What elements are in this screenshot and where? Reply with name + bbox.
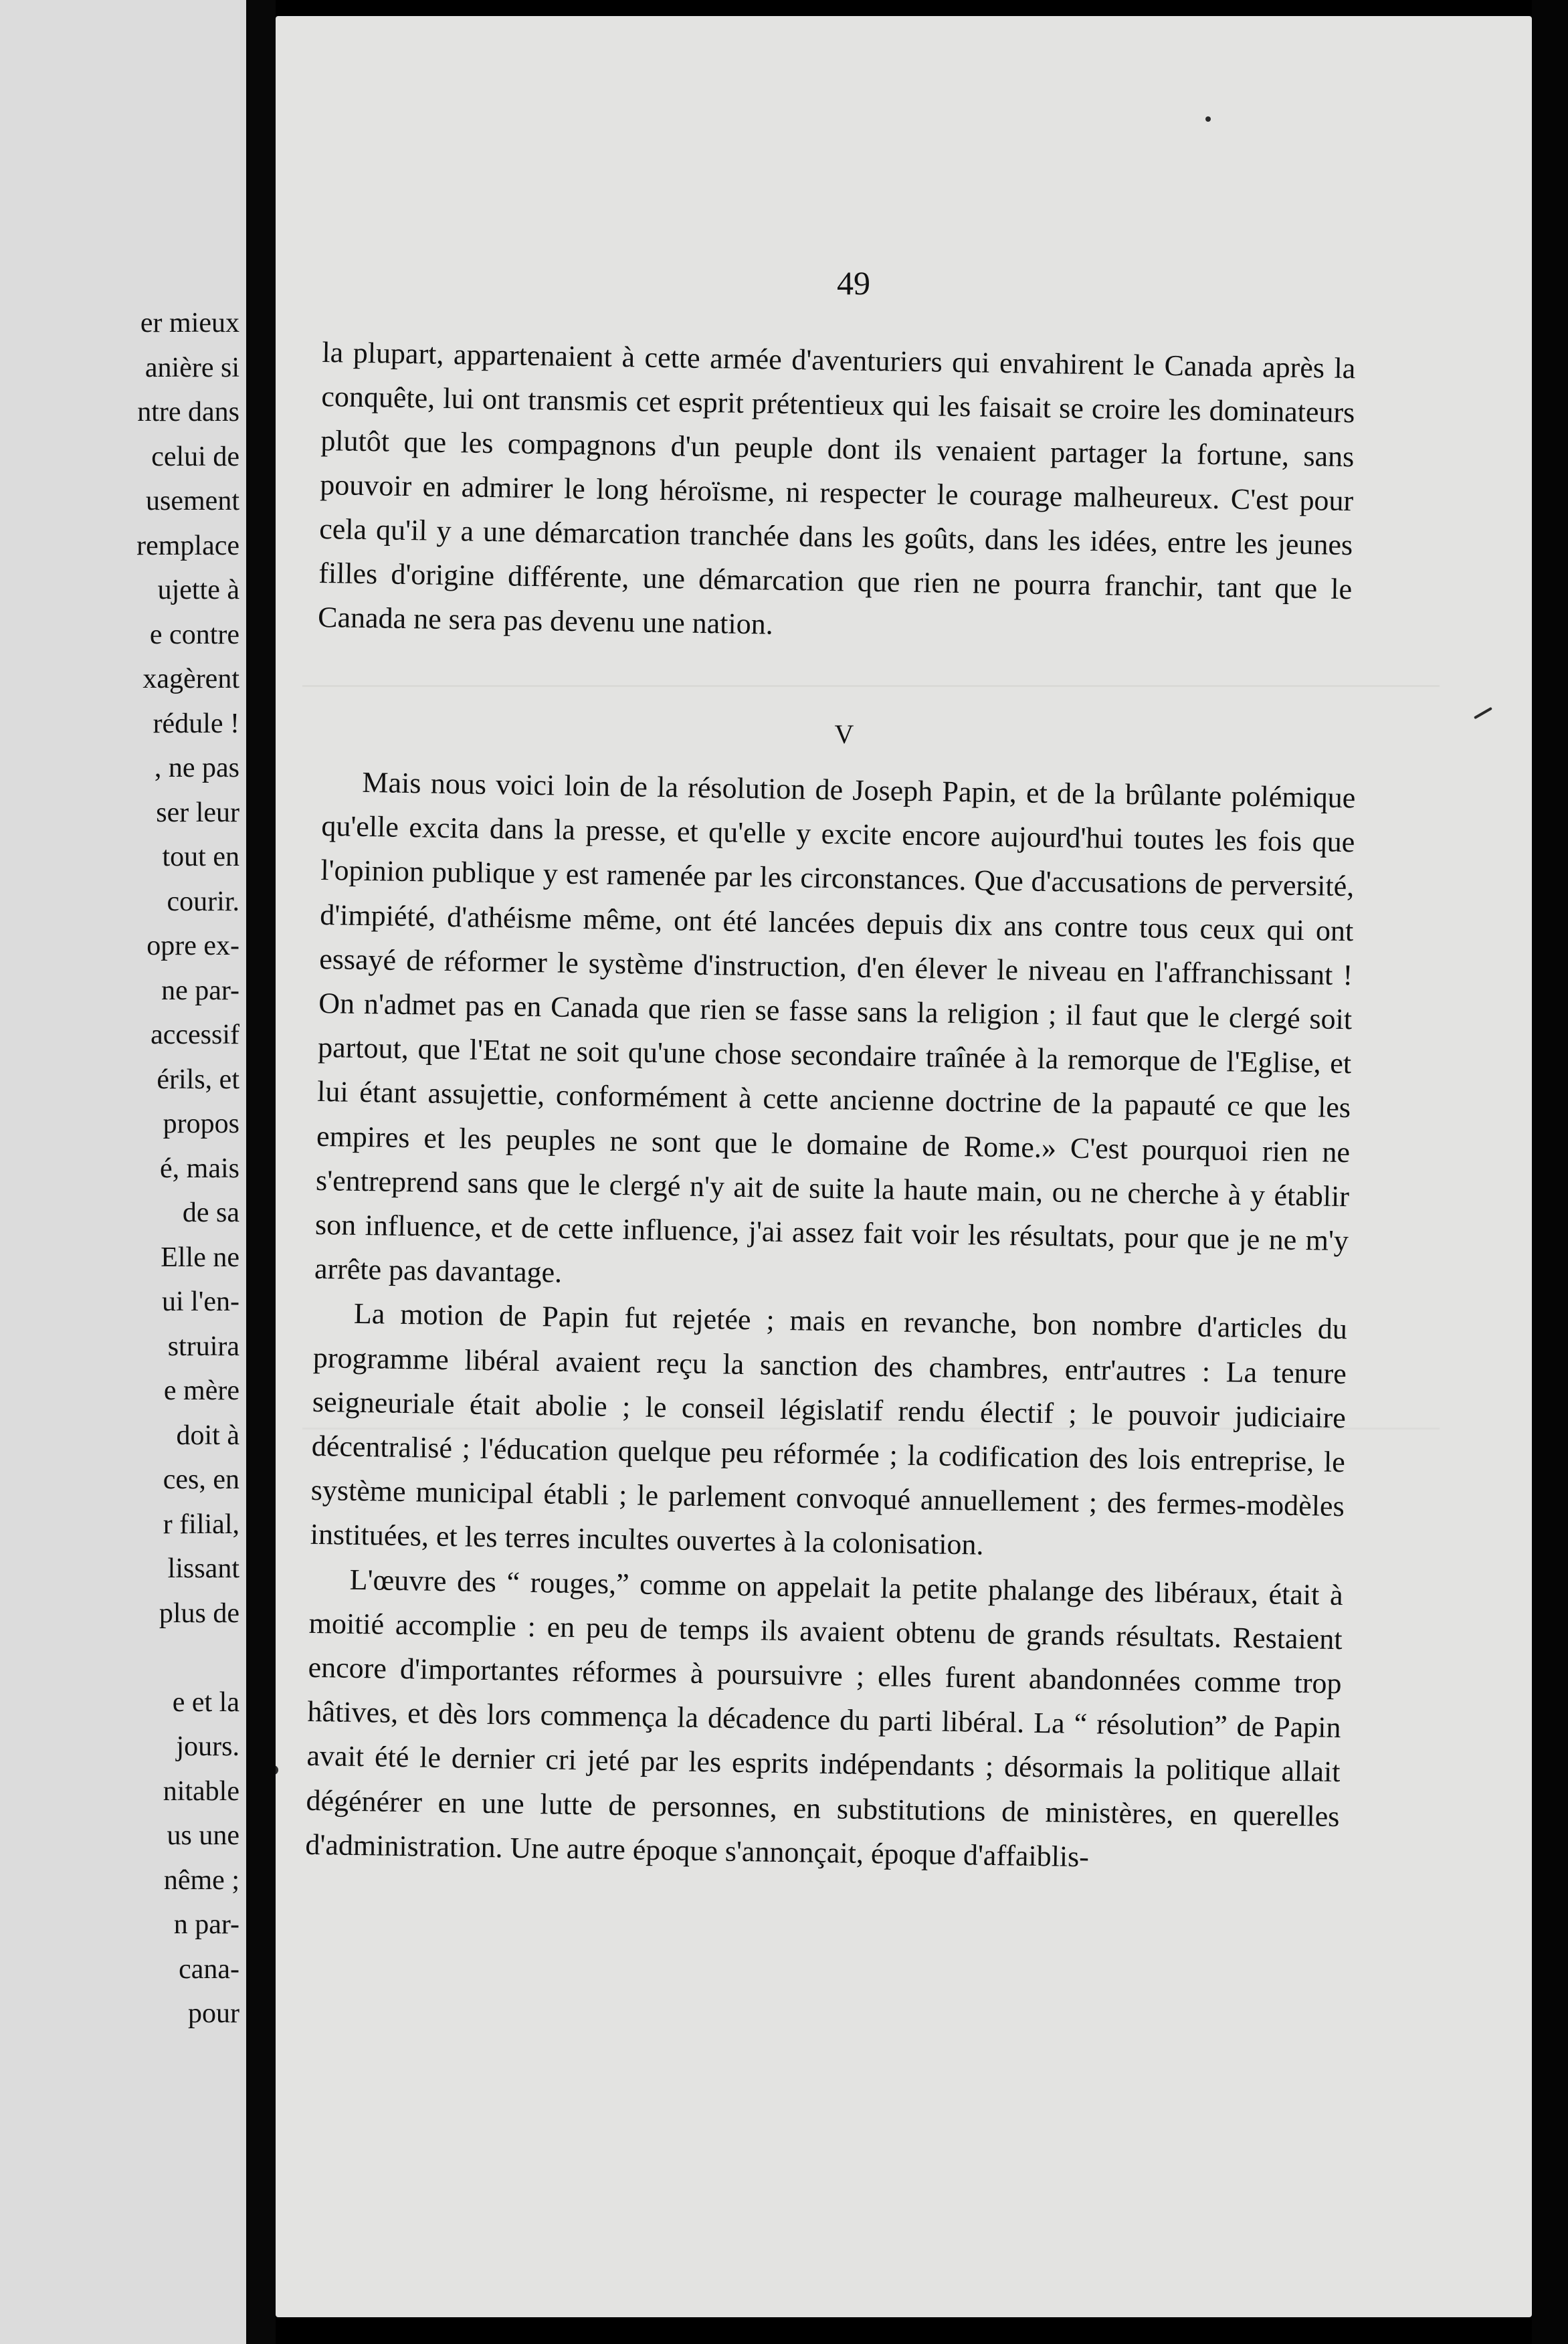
left-page-line: opre ex- (146, 931, 239, 961)
left-page-line: rédule ! (153, 708, 239, 739)
left-page-line: xagèrent (142, 664, 239, 694)
left-page-line: doit à (176, 1420, 239, 1451)
left-page-line: nitable (163, 1775, 239, 1807)
left-page-line: pour (188, 1998, 239, 2029)
left-page-fragment (0, 0, 246, 2344)
left-page-line (0, 1636, 239, 1680)
left-page-line: nême ; (163, 1864, 239, 1896)
page-edge-shadow (1532, 0, 1568, 2344)
left-page-line: ujette à (157, 575, 239, 605)
left-page-line: courir. (167, 886, 239, 917)
left-page-line: ne par- (161, 975, 239, 1006)
paragraph-motion-rejected: La motion de Papin fut rejetée ; mais en revanche, bon nombre d'articles du programme libéral avaient reçu la sanction des chambres, entr'autres : La tenure seigneuriale était abolie ; le conseil législatif rendu électif ; le pouvoir judiciaire décentralisé ; l'éducation quelque peu réformée ; la codification des lois entreprise, le système municipal établi ; le parlement convoqué annuellement ; des fermes-modèles instituées, et les terres incultes ouvertes à la colonisation. (310, 1297, 1348, 1562)
paragraph-papin-resolution: Mais nous voici loin de la résolution de Joseph Papin, et de la brûlante polémique qu'elle excita dans la presse, et qu'elle y excite encore aujourd'hui toutes les fois que l'opinion publique y est ramenée par les circonstances. Que d'accusations de perversité, d'impiété, d'athéisme même, ont été lancées depuis dix ans contre tous ceux qui ont essayé de réformer le système d'instruction, d'en élever le niveau en l'affranchissant ! On n'admet pas en Canada que rien se fasse sans la religion ; il faut que le clergé soit partout, que l'Etat ne soit qu'une chose secondaire traînée à la remorque de l'Eglise, et lui étant assujettie, conformément à cette ancienne doctrine de la papauté ce que les empires et les peuples ne sont que le domaine de Rome.» C'est pourquoi rien ne s'entreprend sans que le clergé n'y ait de suite la haute main, ou ne cherche à y établir son influence, et de cette influence, j'ai assez fait voir les résultats, pour que je ne m'y arrête pas davantage. (314, 765, 1356, 1289)
left-page-line: propos (163, 1108, 239, 1139)
left-page-line: n par- (173, 1909, 239, 1940)
left-page-line: Elle ne (161, 1242, 239, 1273)
scan-streak (302, 685, 1440, 687)
left-page-line: , ne pas (154, 753, 239, 783)
scan-mark (1474, 707, 1492, 719)
left-page-line: anière si (144, 352, 239, 383)
left-page-line: ntre dans (137, 397, 239, 427)
left-page-line: ces, en (163, 1464, 239, 1495)
margin-dot (276, 1765, 278, 1775)
paragraph-rouges: L'œuvre des “ rouges,” comme on appelait la petite phalange des libéraux, était à moitié accomplie : en peu de temps ils avaient obtenu de grands résultats. Restaient encore d'importantes réformes à poursuivre ; elles furent abandonnées comme trop hâtives, et dès lors commença la décadence du parti libéral. La “ résolution” de Papin avait été le dernier cri jeté par les esprits indépendants ; désormais la politique allait dégénérer en une lutte de personnes, en substitutions de ministères, en querelles d'administration. Une autre époque s'annonçait, époque d'affaiblis- (305, 1563, 1343, 1874)
left-page-line: de sa (182, 1197, 239, 1228)
left-page-line: ui l'en- (161, 1286, 239, 1317)
book-gutter (246, 0, 276, 2344)
left-page-lines (0, 301, 239, 2036)
main-text-block (305, 760, 1356, 1883)
left-page-line: us une (167, 1820, 239, 1851)
top-paragraph-block (318, 330, 1356, 656)
left-page-line: tout en (162, 842, 239, 872)
top-paragraph: la plupart, appartenaient à cette armée d'aventuriers qui envahirent le Canada après la conquête, lui ont transmis cet esprit prétentieux qui les faisait se croire les dominateurs plutôt que les compagnons d'un peuple dont ils venaient partager la fortune, sans pouvoir en admirer le long héroïsme, ni respecter le courage malheureux. C'est pour cela qu'il y a une démarcation tranchée dans les goûts, dans les idées, entre les jeunes filles d'origine différente, une démarcation que rien ne pourra franchir, tant que le Canada ne sera pas devenu une nation. (317, 335, 1356, 641)
left-page-line: accessif (151, 1019, 239, 1050)
left-page-line: plus de (159, 1597, 239, 1629)
left-page-line: cana- (179, 1953, 239, 1985)
left-page-line: celui de (151, 441, 239, 472)
scan-speck (1205, 116, 1211, 122)
left-page-line: struira (167, 1331, 239, 1362)
left-page-line: é, mais (160, 1153, 239, 1184)
left-page-line: lissant (167, 1553, 239, 1584)
page-number: 49 (837, 264, 870, 302)
left-page-line: remplace (136, 530, 239, 561)
left-page-line: r filial, (163, 1508, 239, 1540)
right-page (276, 16, 1532, 2317)
left-page-line: e contre (149, 619, 239, 650)
left-page-line: ser leur (156, 797, 239, 828)
left-page-line: usement (146, 486, 239, 516)
left-page-line: érils, et (157, 1064, 239, 1095)
left-page-line: jours. (176, 1731, 239, 1762)
left-page-line: er mieux (140, 308, 239, 338)
section-numeral: V (834, 719, 854, 749)
left-page-line: e et la (172, 1686, 239, 1718)
left-page-line: e mère (163, 1375, 239, 1406)
